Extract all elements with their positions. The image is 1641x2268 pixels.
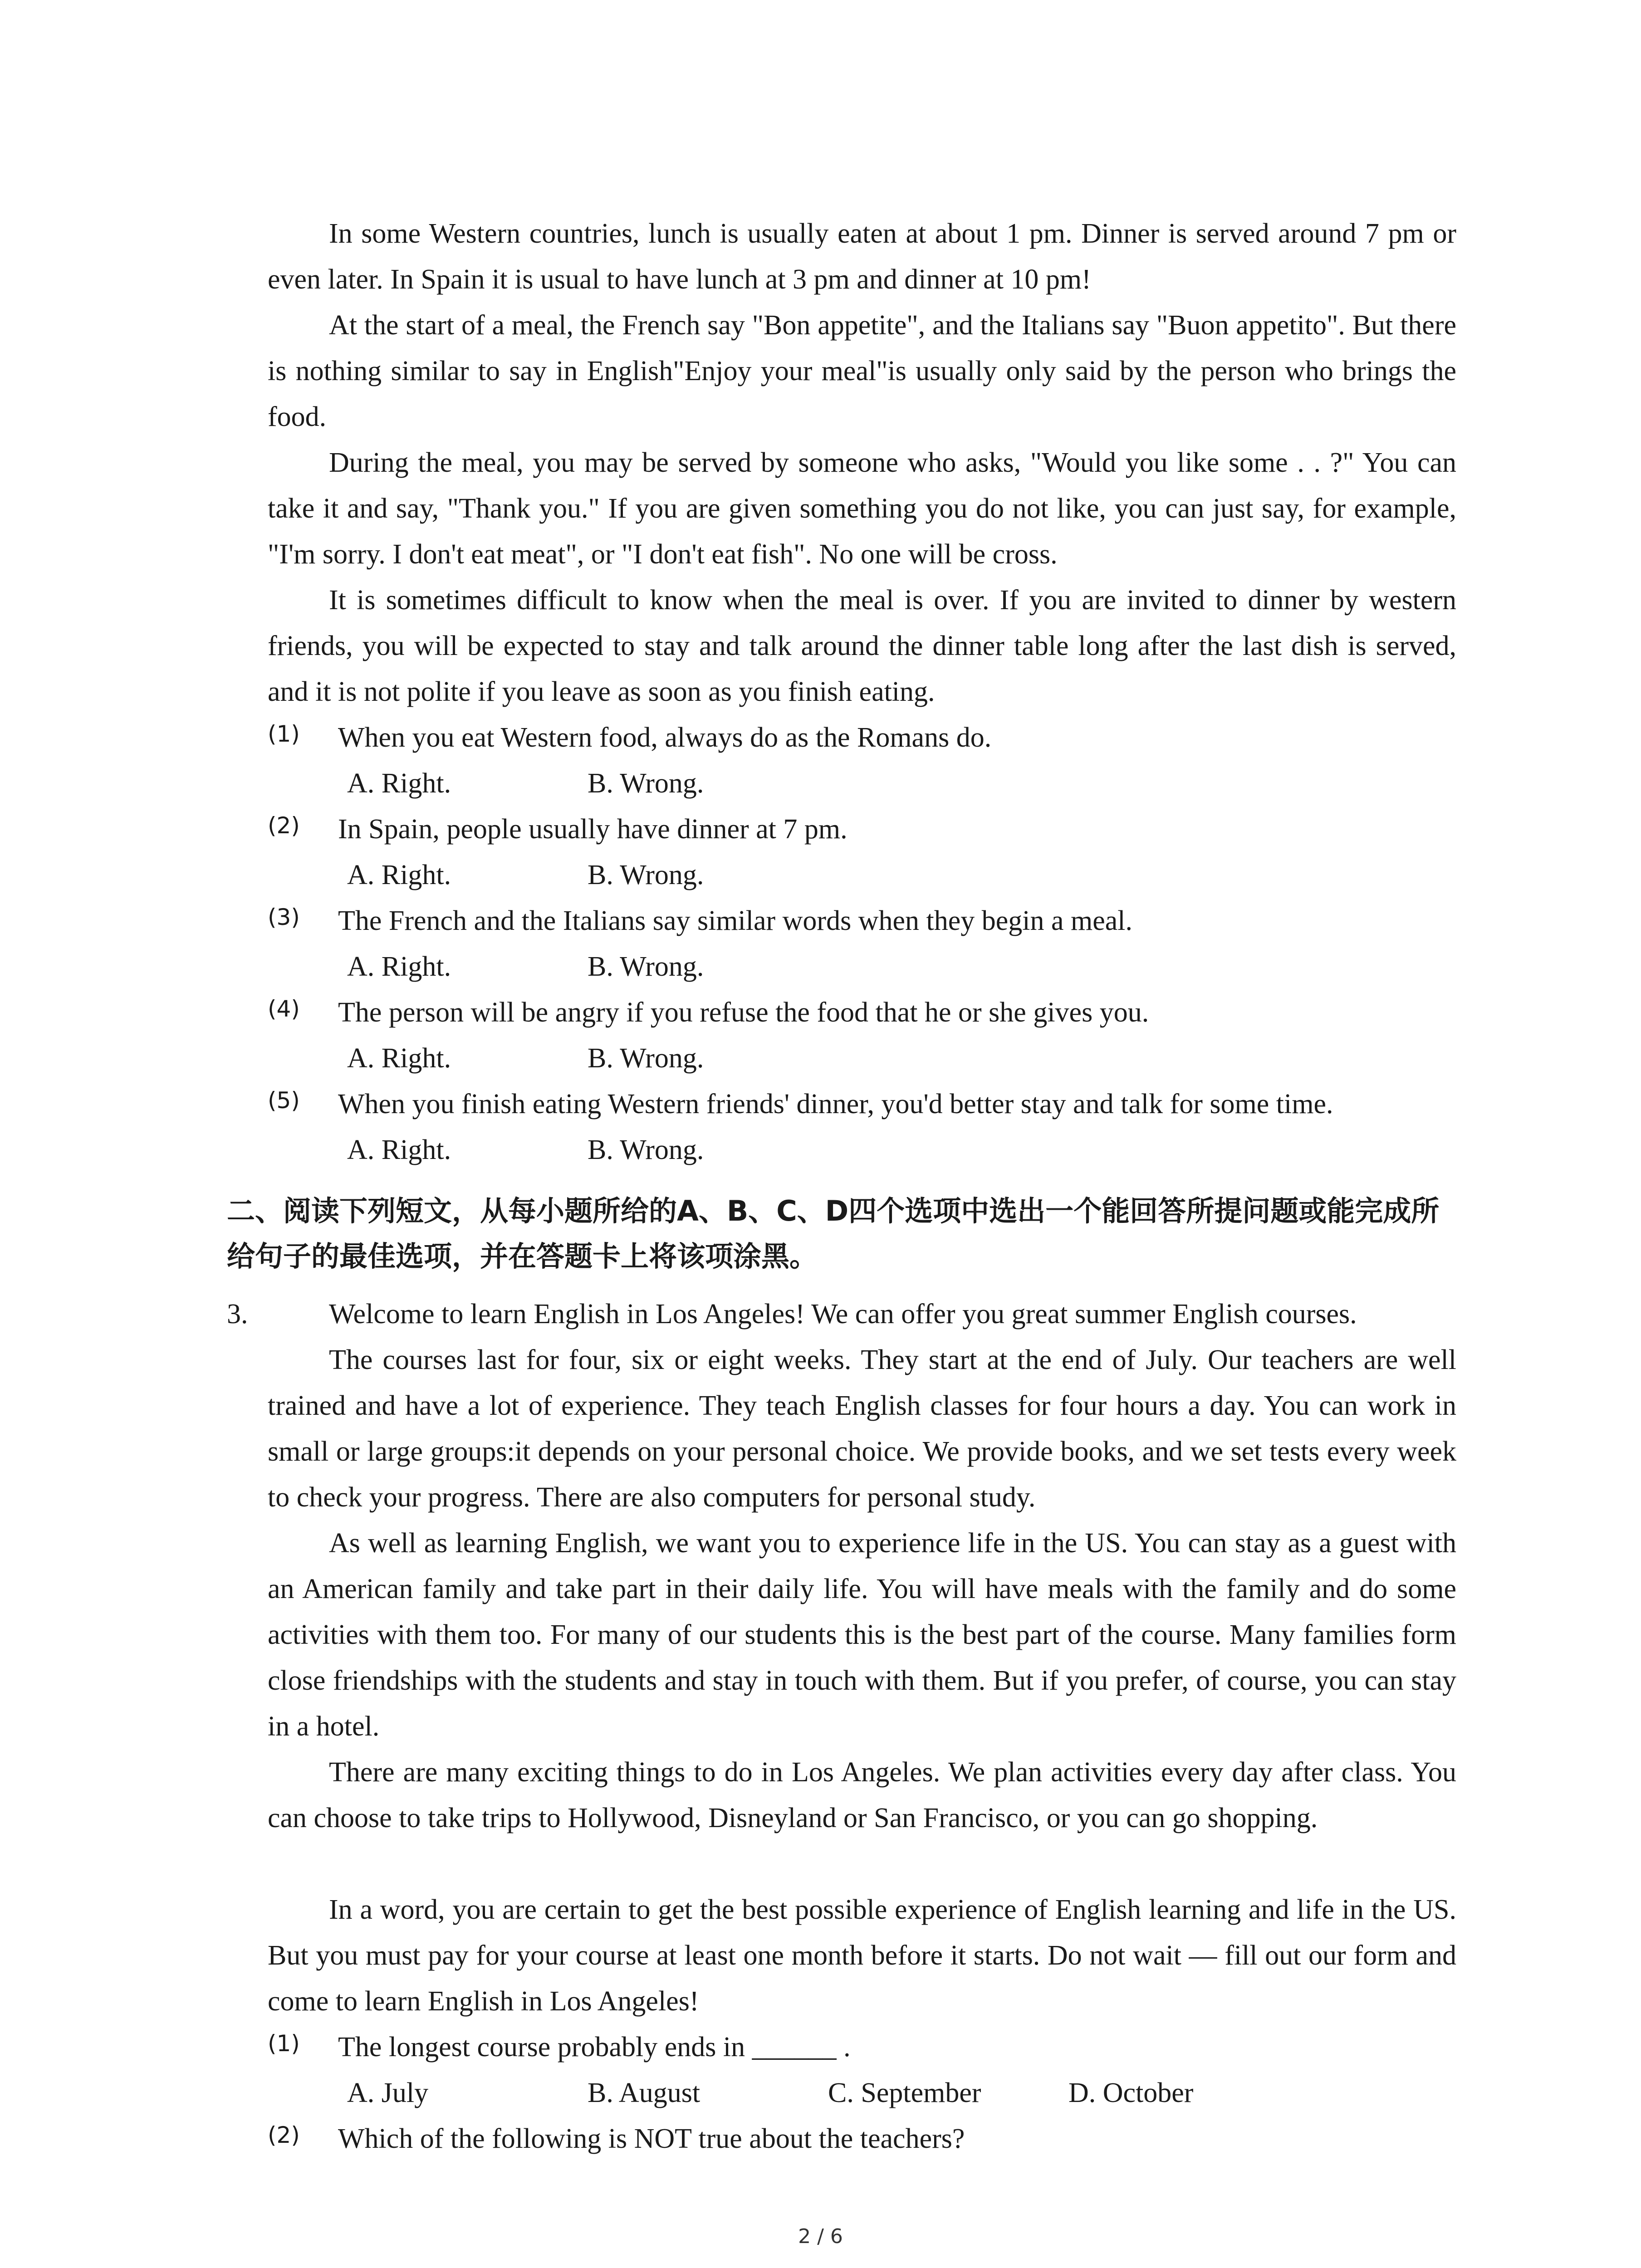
question-text: When you finish eating Western friends' dinner, you'd better stay and talk for some time. — [338, 1089, 1333, 1119]
passage2-paragraph-5: In a word, you are certain to get the best possible experience of English learning and life in the US. But you must pay for your course at least one month before it starts. Do not wait — fill out our form and come to learn English in Los Angeles! — [268, 1894, 1456, 2017]
option-a: A. Right. — [347, 951, 451, 982]
option-b: B. Wrong. — [588, 951, 704, 982]
question-number: (3) — [268, 904, 300, 930]
question-text: The longest course probably ends in ______ . — [338, 2032, 851, 2063]
question-item — [268, 990, 1493, 1036]
question-item — [268, 715, 1493, 761]
question-item — [268, 807, 1493, 852]
passage1-paragraph-4: It is sometimes difficult to know when the meal is over. If you are invited to dinner by western friends, you will be expected to stay and talk around the dinner table long after the last dish is served, and it is not polite if you leave as soon as you finish eating. — [268, 585, 1456, 707]
question-text: In Spain, people usually have dinner at 7 pm. — [338, 814, 847, 845]
option-a: A. July — [347, 2077, 429, 2108]
passage2-paragraph-1: Welcome to learn English in Los Angeles! We can offer you great summer English courses. — [329, 1299, 1357, 1330]
passage1-paragraph-2: At the start of a meal, the French say "Bon appetite", and the Italians say "Buon appetito". But there is nothing similar to say in English"Enjoy your meal"is usually only said by the person who brings the food. — [268, 310, 1456, 432]
question-item — [268, 2116, 1493, 2162]
question-text: When you eat Western food, always do as the Romans do. — [338, 722, 992, 753]
question-number: (2) — [268, 2122, 300, 2148]
passage2-paragraph-2: The courses last for four, six or eight weeks. They start at the end of July. Our teachers are well trained and have a lot of experience. They teach English classes for four hours a day. You can work in small or large groups:it depends on your personal choice. We provide books, and we set tests every week to check your progress. There are also computers for personal study. — [268, 1344, 1456, 1513]
question-number: (2) — [268, 812, 300, 839]
question-number: (1) — [268, 721, 300, 747]
option-a: A. Right. — [347, 768, 451, 799]
question-text: The person will be angry if you refuse the food that he or she gives you. — [338, 997, 1149, 1028]
passage1-paragraph-1: In some Western countries, lunch is usually eaten at about 1 pm. Dinner is served around 7 pm or even later. In Spain it is usual to have lunch at 3 pm and dinner at 10 pm! — [268, 218, 1456, 295]
question-text: The French and the Italians say similar words when they begin a meal. — [338, 905, 1132, 936]
option-a: A. Right. — [347, 860, 451, 890]
question-item — [268, 1081, 1493, 1127]
passage2-paragraph-3: As well as learning English, we want you to experience life in the US. You can stay as a guest with an American family and take part in their daily life. You will have meals with the family and do some activities with them too. For many of our students this is the best part of the course. Many families form close friendships with the students and stay in touch with them. But if you prefer, of course, you can stay in a hotel. — [268, 1528, 1456, 1742]
option-b: B. Wrong. — [588, 1043, 704, 1074]
option-a: A. Right. — [347, 1134, 451, 1165]
question-item — [268, 2024, 1493, 2070]
passage2-paragraph-4: There are many exciting things to do in Los Angeles. We plan activities every day after class. You can choose to take trips to Hollywood, Disneyland or San Francisco, or you can go shopping. — [268, 1757, 1456, 1833]
question-number: (1) — [268, 2030, 300, 2057]
page-number: 2 / 6 — [798, 2225, 843, 2248]
question-number: (5) — [268, 1087, 300, 1114]
question-number: (4) — [268, 996, 300, 1022]
option-c: C. September — [828, 2077, 981, 2108]
option-a: A. Right. — [347, 1043, 451, 1074]
passage1-paragraph-3: During the meal, you may be served by someone who asks, "Would you like some . . ?" You can take it and say, "Thank you." If you are given something you do not like, you can just say, for example, "I'm sorry. I don't eat meat", or "I don't eat fish". No one will be cross. — [268, 447, 1456, 570]
section-heading: 二、阅读下列短文，从每小题所给的A、B、C、D四个选项中选出一个能回答所提问题或能完成所给句子的最佳选项，并在答题卡上将该项涂黑。 — [227, 1194, 1440, 1273]
option-b: B. Wrong. — [588, 860, 704, 890]
option-b: B. August — [588, 2077, 700, 2108]
question-text: Which of the following is NOT true about the teachers? — [338, 2123, 965, 2154]
option-b: B. Wrong. — [588, 1134, 704, 1165]
option-b: B. Wrong. — [588, 768, 704, 799]
question-item — [268, 898, 1493, 944]
question-group-number: 3. — [227, 1299, 248, 1330]
option-d: D. October — [1068, 2077, 1194, 2108]
